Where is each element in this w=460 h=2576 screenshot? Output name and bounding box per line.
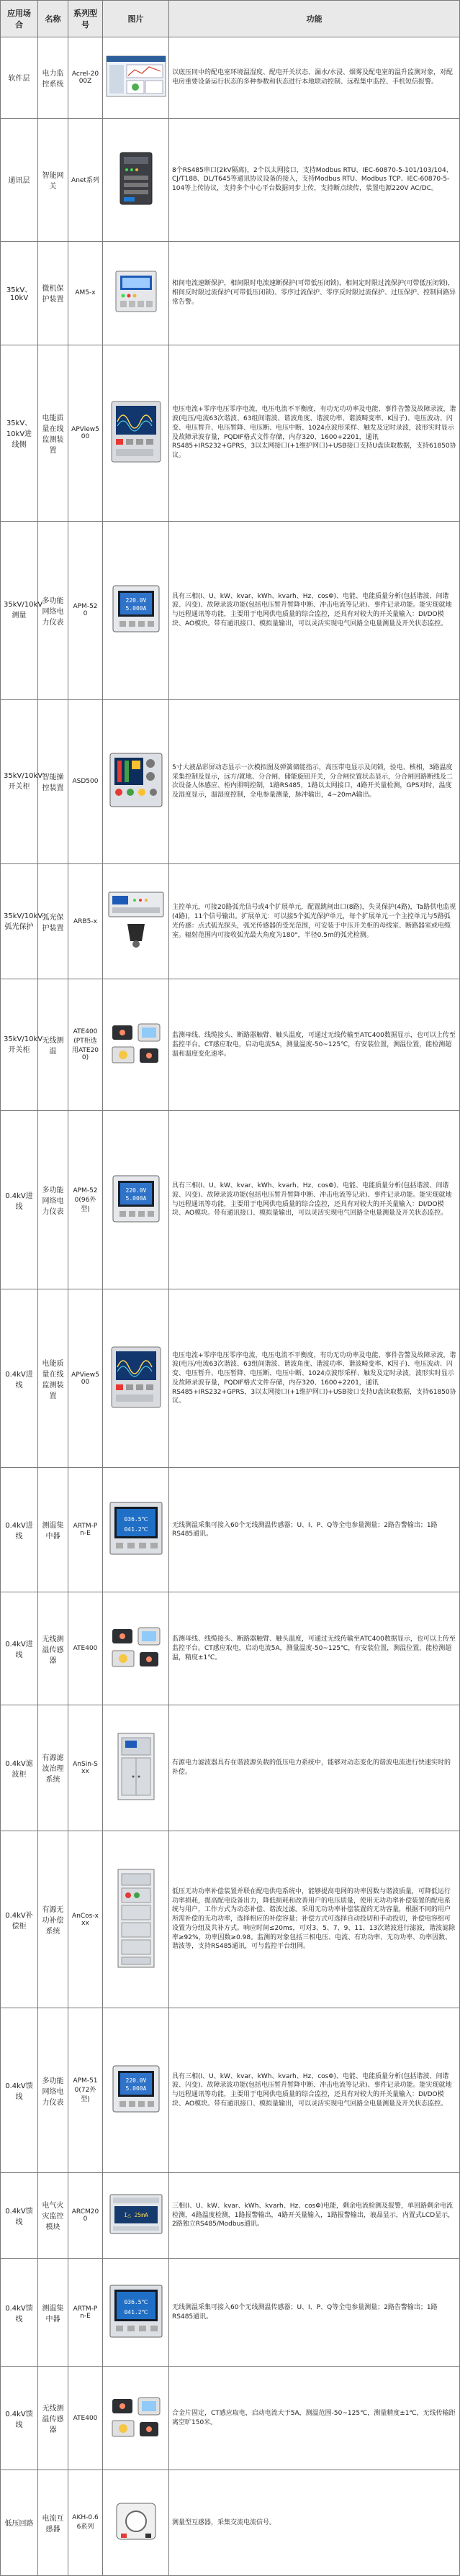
model-cell: APView500	[68, 1289, 103, 1468]
scene-cell: 低压回路	[1, 2470, 38, 2575]
name-cell: 电能质量在线监测装置	[38, 345, 68, 521]
power-quality-analyzer-icon	[107, 1344, 165, 1410]
header-name: 名称	[38, 1, 68, 37]
table-row	[1, 521, 460, 699]
model-cell: ATE400	[68, 1592, 103, 1705]
name-cell: 无线测温	[38, 979, 68, 1111]
function-cell: 具有三相(I、U、kW、kvar、kWh、kvarh、Hz、cosΦ)、电能、电能质量分析(包括谐波、间谐波、闪变)、故障录波功能(包括电压暂升暂降中断、冲击电流等记录)、事件记录功能。能实现就地与远程通讯等功能，主要用于电网供电质量的综合监控，还具有对较大的开关量输入：DI/DO模块、AO模块。带有通讯接口、模拟量输出，可以灵活实现电气回路全电量测量及开关状态监控。	[169, 521, 460, 699]
wireless-temp-sensor-icon	[108, 2392, 164, 2442]
header-picture: 图片	[103, 1, 169, 37]
model-cell: APView500	[68, 345, 103, 521]
svg-text:220.0V: 220.0V	[125, 1187, 146, 1194]
temp-collector-icon	[107, 2282, 165, 2340]
table-row	[1, 2367, 460, 2470]
temp-collector-icon	[107, 1500, 165, 1557]
picture-cell	[103, 2470, 169, 2575]
table-row	[1, 1111, 460, 1289]
picture-cell	[103, 1705, 169, 1831]
scene-cell: 通讯层	[1, 118, 38, 241]
picture-cell	[103, 979, 169, 1111]
model-cell: AM5-x	[68, 242, 103, 345]
model-cell: AKH-0.66系列	[68, 2470, 103, 2575]
svg-text:5.000A: 5.000A	[125, 2085, 146, 2092]
name-cell: 多功能网络电力仪表	[38, 2008, 68, 2173]
scene-cell: 0.4kV馈线	[1, 2367, 38, 2470]
picture-cell	[103, 118, 169, 241]
function-cell: 主控单元，可接20路弧光信号或4个扩展单元，配置跳闸出口(8路)，失灵保护(4路)，Ta路供电监视(4路)，11个信号输出。扩展单元：可以接5个弧光保护单元，每个扩展单元一个主控单元与5路弧光传感：点式弧光探头，弧光传感器的受光范围，可安装于中压开关柜的母线室、断路器室或电缆室。辐射范围内可接收弧光最大角度为180°，半径0.5m的弧光检测。	[169, 864, 460, 979]
name-cell: 测温集中器	[38, 1468, 68, 1592]
current-transformer-icon	[111, 2496, 161, 2546]
model-cell: ARCM200	[68, 2172, 103, 2258]
name-cell: 电力监控系统	[38, 37, 68, 119]
model-cell: Anet系列	[68, 118, 103, 241]
function-cell: 监测母线、线缆接头、断路器触臂、触头温度，可通过无线传输至ATC400数据显示，也可以上传至监控平台。CT感应取电，启动电流5A，测量温度-50~125℃，有安装位置，测温位置，能检测超温和温度变化速率。	[169, 979, 460, 1111]
scene-cell: 35kV/10kV弧光保护	[1, 864, 38, 979]
picture-cell	[103, 521, 169, 699]
model-cell: ARB5-x	[68, 864, 103, 979]
function-cell: 8个RS485串口(2kV隔离)，2个以太网接口，支持Modbus RTU、IEC-60870-5-101/103/104、CJ/T188、DL/T645等通讯协议设备的接入，支持Modbus RTU、Modbus TCP、IEC-60870-5-104等上传协议，支持多个中心平台数据同步上传，支持断点续传，装置电源220V AC/DC。	[169, 118, 460, 241]
name-cell: 有源滤波治理系统	[38, 1705, 68, 1831]
svg-text:036.5℃: 036.5℃	[123, 2298, 148, 2305]
table-row	[1, 1592, 460, 1705]
name-cell: 有源无功补偿系统	[38, 1831, 68, 2008]
fire-monitor-icon	[107, 2192, 165, 2236]
model-cell: ASD500	[68, 699, 103, 864]
table-row	[1, 2172, 460, 2258]
function-cell: 具有三相(I、U、kW、kvar、kWh、kvarh、Hz、cosΦ)、电能、电能质量分析(包括谐波、间谐波、闪变)、故障录波功能(包括电压暂升暂降中断、冲击电流等记录)、事件记录功能。能实现就地与远程通讯等功能，主要用于电网供电质量的综合监控，还具有对较大的开关量输入：DI/DO模块、AO模块。带有通讯接口、模拟量输出，可以灵活实现电气回路全电量测量及开关状态监控。	[169, 2008, 460, 2173]
model-cell: ARTM-Pn-E	[68, 2259, 103, 2367]
picture-cell	[103, 699, 169, 864]
monitor-screenshot-icon	[106, 55, 166, 97]
function-cell: 无线测温采集可接入60个无线测温传感器；U、I、P、Q等全电参量测量；2路告警输出；1路RS485通讯。	[169, 2259, 460, 2367]
name-cell: 微机保护装置	[38, 242, 68, 345]
model-cell: Acrel-2000Z	[68, 37, 103, 119]
switchgear-controller-icon	[107, 750, 165, 809]
function-cell: 具有三相(I、U、kW、kvar、kWh、kvarh、Hz、cosΦ)、电能、电能质量分析(包括谐波、间谐波、闪变)、故障录波功能(包括电压暂升暂降中断、冲击电流等记录)、事件记录功能。能实现就地与远程通讯等功能，主要用于电网供电质量的综合监控，还具有对较大的开关量输入：DI/DO模块、AO模块。带有通讯接口、模拟量输出，可以灵活实现电气回路全电量测量及开关状态监控。	[169, 1111, 460, 1289]
arc-flash-sensor-icon	[106, 889, 166, 951]
model-cell: AnSin-Sxx	[68, 1705, 103, 1831]
function-cell: 监测母线、线缆接头、断路器触臂、触头温度，可通过无线传输至ATC400数据显示，也可以上传至监控平台。CT感应取电，启动电流5A，测量温度-50~125℃，有安装位置，测温位置，能检测超温，精度±1℃。	[169, 1592, 460, 1705]
multifunction-meter-icon	[111, 1174, 161, 1224]
gateway-device-icon	[114, 150, 158, 207]
wireless-temp-sensor-icon	[108, 1622, 164, 1672]
multifunction-meter-icon	[111, 2064, 161, 2114]
table-row	[1, 979, 460, 1111]
function-cell: 以底压同中的配电室环境温湿度、配电开关状态、漏水/水浸、烟雾及配电室的温升监测对象，对配电房重要设备运行状态的多种参数和状态进行本地联动控制、远程集中监控、手机短信报警。	[169, 37, 460, 119]
svg-text:036.5℃: 036.5℃	[123, 1516, 148, 1523]
name-cell: 弧光保护装置	[38, 864, 68, 979]
table-row	[1, 1705, 460, 1831]
scene-cell: 35kV/10kV开关柜	[1, 699, 38, 864]
svg-text:220.0V: 220.0V	[125, 2077, 146, 2085]
picture-cell	[103, 1831, 169, 2008]
function-cell: 电压电流+零序电压零序电流，电压电流不平衡度，有功无功功率及电能、事件告警及故障录波，谐波(电压/电流63次谐波、63组间谐波、谐波角度、谐波功率、谐波畸变率、K因子)、电压波动、闪变、电压暂升、电压暂降、电压断、电压中断、1024点波形采样、触发及定时录波，波形实时显示及故障录波存量，PQDIF格式文件存储，内存320、1600+2201，通讯RS485+IRS232+GPRS，3以太网接口(+1维护网口)+USB接口支持U盘读取数据，支持61850协议。	[169, 1289, 460, 1468]
scene-cell: 0.4kV进线	[1, 1111, 38, 1289]
function-cell: 无线测温采集可接入60个无线测温传感器；U、I、P、Q等全电参量测量；2路告警输出；1路RS485通讯。	[169, 1468, 460, 1592]
picture-cell	[103, 864, 169, 979]
picture-cell	[103, 37, 169, 119]
function-cell: 相间电流速断保护，相间限时电流速断保护(可带低压闭锁)，相间定时限过流保护(可带低压闭锁)，相间反时限过流保护(可带低压闭锁)、零序过流保护、零序反时限过流保护、过压保护、控制回路异常告警。	[169, 242, 460, 345]
table-row	[1, 1289, 460, 1468]
model-cell: ATE400	[68, 2367, 103, 2470]
table-row	[1, 242, 460, 345]
name-cell: 无线测温传感器	[38, 1592, 68, 1705]
model-cell: APM-510(72外型)	[68, 2008, 103, 2173]
table-row	[1, 37, 460, 119]
filter-cabinet-icon	[114, 1732, 158, 1801]
header-scene: 应用场合	[1, 1, 38, 37]
function-cell: 合金片固定，CT感应取电，启动电流大于5A，测温范围-50~125℃，测量精度±1℃，无线传输距离空旷150米。	[169, 2367, 460, 2470]
scene-cell: 0.4kV滤波柜	[1, 1705, 38, 1831]
picture-cell	[103, 1111, 169, 1289]
wireless-temp-sensor-icon	[108, 1018, 164, 1069]
function-cell: 5寸大液晶彩屏动态显示一次模拟图及弹簧储能指示，高压带电显示及闭锁，验电、核相，3路温度采集控制及显示，远方/就地、分合闸、储能旋钮开关，分合闸位置状态显示，分合闸回路断线及二次设备人体感应、柜内照明控制，1路RS485，1路以太网接口，4路开关量检测，GPS对时，温度及湿度显示，温湿度控制，全电参量测量，脉冲输出，4~20mA输出。	[169, 699, 460, 864]
table-row	[1, 1468, 460, 1592]
table-row	[1, 864, 460, 979]
table-row	[1, 2008, 460, 2173]
name-cell: 智能操控装置	[38, 699, 68, 864]
scene-cell: 0.4kV进线	[1, 1468, 38, 1592]
picture-cell	[103, 2008, 169, 2173]
model-cell: ARTM-Pn-E	[68, 1468, 103, 1592]
name-cell: 测温集中器	[38, 2259, 68, 2367]
scene-cell: 0.4kV进线	[1, 1592, 38, 1705]
table-header-row	[1, 1, 460, 37]
name-cell: 无线测温传感器	[38, 2367, 68, 2470]
picture-cell	[103, 345, 169, 521]
scene-cell: 35kV、10kV进线侧	[1, 345, 38, 521]
table-row	[1, 118, 460, 241]
scene-cell: 35kV、10kV	[1, 242, 38, 345]
scene-cell: 35kV/10kV开关柜	[1, 979, 38, 1111]
function-cell: 三相(I、U、kW、kvar、kWh、kvarh、Hz、cosΦ)电能，剩余电流检测及报警，单回路剩余电流检测，4路温度检测，1路报警输出，4路开关量输入，1路报警输出，液晶显示，内置式LCD显示，2路独立RS485/Modbus通讯。	[169, 2172, 460, 2258]
picture-cell	[103, 1289, 169, 1468]
svg-text:I△ 25mA: I△ 25mA	[123, 2211, 148, 2218]
scene-cell: 0.4kV进线	[1, 1289, 38, 1468]
multifunction-meter-icon	[111, 584, 161, 634]
scene-cell: 0.4kV馈线	[1, 2172, 38, 2258]
table-row	[1, 699, 460, 864]
table-row	[1, 345, 460, 521]
picture-cell	[103, 2367, 169, 2470]
model-cell: AnCos-xxx	[68, 1831, 103, 2008]
table-body	[1, 37, 460, 2576]
svg-text:041.2℃: 041.2℃	[123, 1526, 148, 1533]
header-model: 系列型号	[68, 1, 103, 37]
svg-text:5.000A: 5.000A	[125, 605, 146, 612]
table-row	[1, 2470, 460, 2575]
name-cell: 多功能网络电力仪表	[38, 521, 68, 699]
scene-cell: 0.4kV补偿柜	[1, 1831, 38, 2008]
scene-cell: 0.4kV馈线	[1, 2259, 38, 2367]
name-cell: 电气火灾监控模块	[38, 2172, 68, 2258]
name-cell: 电能质量在线监测装置	[38, 1289, 68, 1468]
function-cell: 测量型互感器，采集交流电流信号。	[169, 2470, 460, 2575]
picture-cell	[103, 2259, 169, 2367]
function-cell: 低压无功功率补偿装置并联在配电供电系统中，能够提高电网的功率因数与谐波质量，可降低运行功率损耗，提高配电设备出力，降低损耗和改善用户的电压质量，使用无功功率补偿装置的配电系统与用户，工作方式为动态补偿、谐波过滤。采用无功功率补偿装置的无功容量，根据不同的用户所需补偿的无功功率，选择相应的补偿容量；补偿方式可选择自动投切和手动投切，补偿电容组可设置为分组及共补方式。响应时间≤20ms，可对3、5、7、9、11、13次谐波进行滤波，谐波滤除率≥92%，功率因数≥0.98。监测的对象包括三相电压、电流、有功功率、无功功率、功率因数、谐波等，支持RS485通讯，可与监控平台组网。	[169, 1831, 460, 2008]
function-cell: 有源电力滤波器具有在谐波源负载的低压电力系统中，能够对动态变化的谐波电流进行快速实时的补偿。	[169, 1705, 460, 1831]
power-quality-analyzer-icon	[107, 399, 165, 465]
protection-relay-icon	[113, 268, 159, 314]
svg-text:041.2℃: 041.2℃	[123, 2308, 148, 2316]
picture-cell	[103, 1468, 169, 1592]
picture-cell	[103, 242, 169, 345]
name-cell: 智能网关	[38, 118, 68, 241]
name-cell: 多功能网络电力仪表	[38, 1111, 68, 1289]
model-cell: APM-520(96外型)	[68, 1111, 103, 1289]
picture-cell	[103, 2172, 169, 2258]
model-cell: ATE400(PT柜选用ATE200)	[68, 979, 103, 1111]
svg-text:220.0V: 220.0V	[125, 597, 146, 604]
function-cell: 电压电流+零序电压零序电流，电压电流不平衡度，有功无功功率及电能、事件告警及故障录波，谐波(电压/电流63次谐波、63组间谐波、谐波角度、谐波功率、谐波畸变率、K因子)、电压波动、闪变、电压暂升、电压暂降、电压断、电压中断、1024点波形采样、触发及定时录波，波形实时显示及故障录波存量，PQDIF格式文件存储，内存320、1600+2201，通讯RS485+IRS232+GPRS，3以太网接口(+1维护网口)+USB接口支持U盘读取数据，支持61850协议。	[169, 345, 460, 521]
table-row	[1, 2259, 460, 2367]
svg-text:5.000A: 5.000A	[125, 1194, 146, 1202]
model-cell: APM-520	[68, 521, 103, 699]
picture-cell	[103, 1592, 169, 1705]
header-function: 功能	[169, 1, 460, 37]
table-row	[1, 1831, 460, 2008]
scene-cell: 0.4kV馈线	[1, 2008, 38, 2173]
scene-cell: 35kV/10kV测量	[1, 521, 38, 699]
compensation-cabinet-icon	[114, 1868, 158, 1969]
scene-cell: 软件层	[1, 37, 38, 119]
name-cell: 电流互感器	[38, 2470, 68, 2575]
